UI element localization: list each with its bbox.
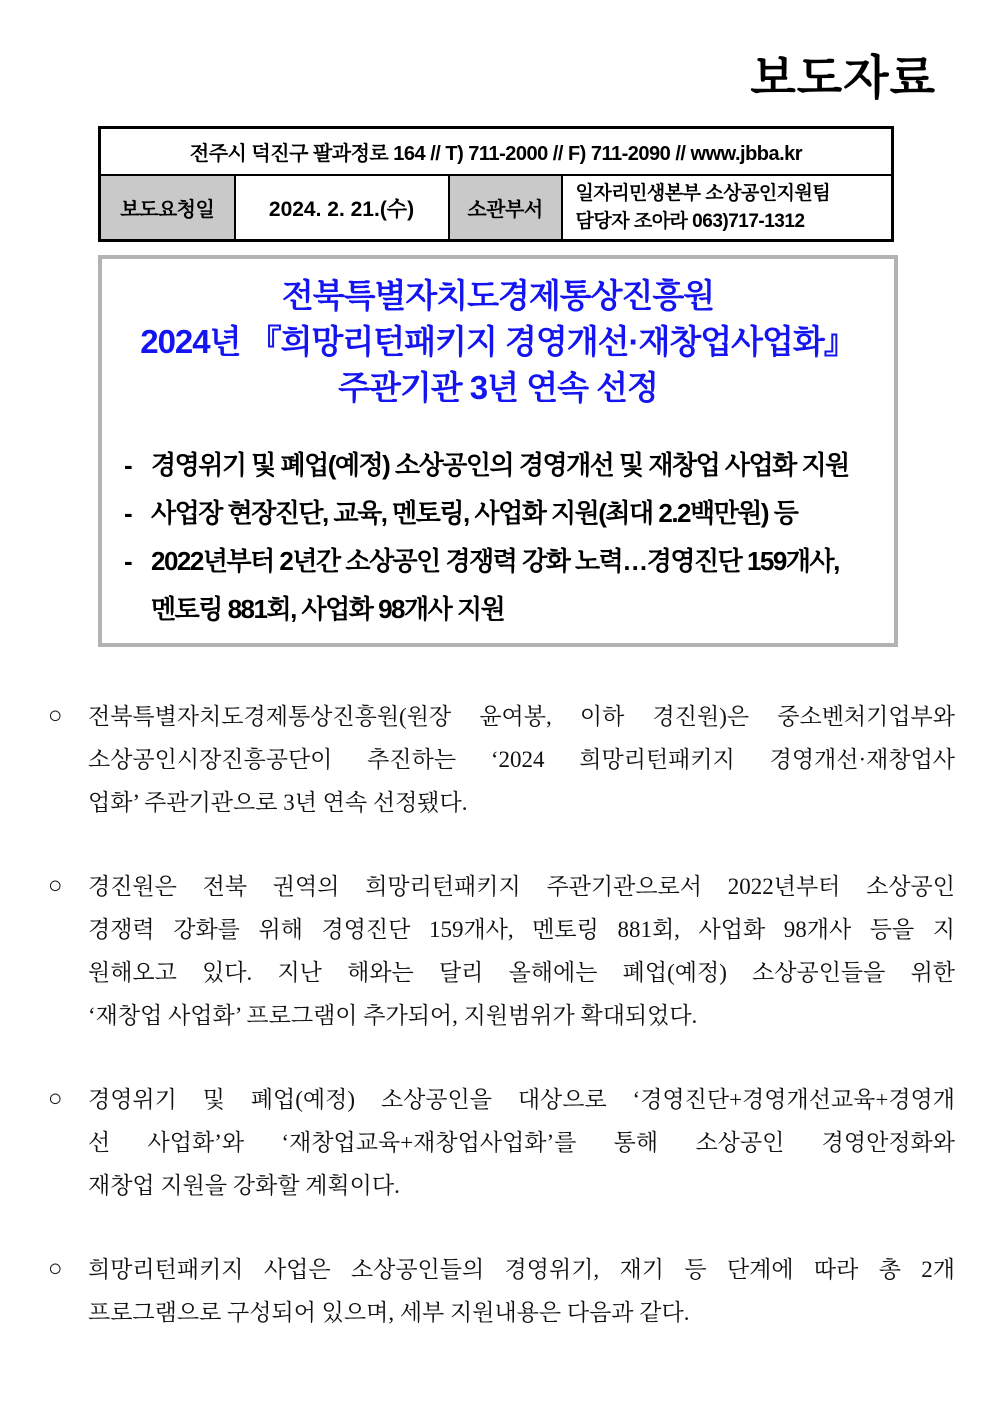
- paragraph-text: [88, 1078, 955, 1207]
- summary-bullet-text: 경영위기 및 폐업(예정) 소상공인의 경영개선 및 재창업 사업화 지원: [151, 450, 849, 481]
- press-info-table: [98, 126, 894, 242]
- summary-bullet: [124, 441, 872, 489]
- paragraph-line: 경영위기 및 폐업(예정) 소상공인을 대상으로 ‘경영진단+경영개선교육+경영개: [88, 1087, 955, 1113]
- summary-bullet-line: 멘토링 881회, 사업화 98개사 지원: [151, 594, 505, 625]
- paragraph-text: [88, 1248, 955, 1334]
- paragraph-line: 전북특별자치도경제통상진흥원(원장 윤여봉, 이하 경진원)은 중소벤처기업부와: [88, 704, 955, 730]
- press-meta-row: [100, 175, 893, 241]
- headline-box: [98, 255, 898, 647]
- dash-marker: -: [124, 498, 132, 529]
- summary-bullet-text: [151, 537, 872, 633]
- paragraph-line: ‘재창업 사업화’ 프로그램이 추가되어, 지원범위가 확대되었다.: [88, 1003, 698, 1029]
- org-address-line: 전주시 덕진구 팔과정로 164 // T) 711-2000 // F) 711-2090 // www.jbba.kr: [100, 128, 893, 175]
- address-row: [100, 128, 893, 175]
- request-date-value: 2024. 2. 21.(수): [235, 175, 449, 241]
- headline-line-2: 2024년 『희망리턴패키지 경영개선·재창업사업화』: [140, 323, 856, 361]
- circle-bullet-marker: ○: [48, 703, 63, 730]
- paragraph-line: 재창업 지원을 강화할 계획이다.: [88, 1173, 400, 1199]
- department-cell: [562, 175, 893, 241]
- paragraph-text: [88, 865, 955, 1037]
- summary-bullet-line: 2022년부터 2년간 소상공인 경쟁력 강화 노력…경영진단 159개사,: [151, 546, 839, 577]
- request-date-label: 보도요청일: [100, 175, 235, 241]
- department-team: 일자리민생본부 소상공인지원팀: [575, 182, 831, 204]
- circle-bullet-marker: ○: [48, 873, 63, 900]
- body-paragraph-4: [48, 1248, 955, 1334]
- circle-bullet-marker: ○: [48, 1256, 63, 1283]
- summary-bullet-text: 사업장 현장진단, 교육, 멘토링, 사업화 지원(최대 2.2백만원) 등: [151, 498, 798, 529]
- paragraph-line: 희망리턴패키지 사업은 소상공인들의 경영위기, 재기 등 단계에 따라 총 2개: [88, 1257, 955, 1283]
- paragraph-line: 업화’ 주관기관으로 3년 연속 선정됐다.: [88, 790, 468, 816]
- department-label: 소관부서: [449, 175, 562, 241]
- circle-bullet-marker: ○: [48, 1086, 63, 1113]
- paragraph-line: 경진원은 전북 권역의 희망리턴패키지 주관기관으로서 2022년부터 소상공인: [88, 874, 955, 900]
- summary-bullet: [124, 489, 872, 537]
- headline-line-1: 전북특별자치도경제통상진흥원: [281, 277, 715, 315]
- dash-marker: -: [124, 546, 132, 577]
- headline-summary-bullets: [124, 441, 872, 633]
- body-paragraph-2: [48, 865, 955, 1037]
- paragraph-line: 선 사업화’와 ‘재창업교육+재창업사업화’를 통해 소상공인 경영안정화와: [88, 1130, 955, 1156]
- paragraph-line: 원해오고 있다. 지난 해와는 달리 올해에는 폐업(예정) 소상공인들을 위한: [88, 960, 955, 986]
- paragraph-line: 경쟁력 강화를 위해 경영진단 159개사, 멘토링 881회, 사업화 98개사 등을 지: [88, 917, 955, 943]
- department-contact: 담당자 조아라 063)717-1312: [575, 210, 805, 232]
- paragraph-line: 소상공인시장진흥공단이 추진하는 ‘2024 희망리턴패키지 경영개선·재창업사: [88, 747, 955, 773]
- press-body: [48, 695, 955, 1334]
- summary-bullet: [124, 537, 872, 633]
- paragraph-text: [88, 695, 955, 824]
- document-type-title: 보도자료: [750, 51, 936, 104]
- body-paragraph-3: [48, 1078, 955, 1207]
- paragraph-line: 프로그램으로 구성되어 있으며, 세부 지원내용은 다음과 같다.: [88, 1300, 690, 1326]
- body-paragraph-1: [48, 695, 955, 824]
- dash-marker: -: [124, 450, 132, 481]
- headline-line-3: 주관기관 3년 연속 선정: [338, 369, 658, 407]
